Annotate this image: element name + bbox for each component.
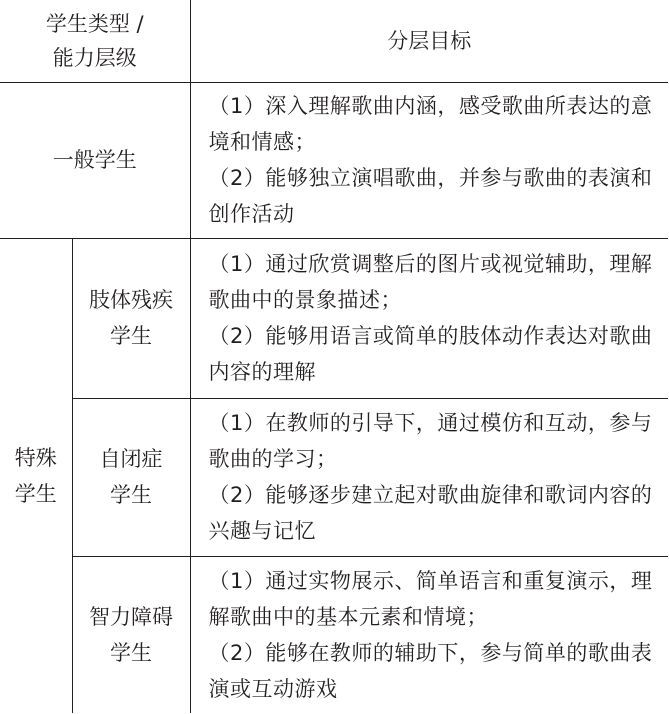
autism-goal-1: （1）在教师的引导下，通过模仿和互动，参与歌曲的学习； [208,411,653,471]
intellectual-disability-goal-1: （1）通过实物展示、简单语言和重复演示，理解歌曲中的基本元素和情境； [208,568,653,629]
autism-label [72,398,190,556]
physical-disability-label [72,238,190,398]
intellectual-disability-label-line1: 智力障碍 [89,604,173,629]
autism-goal-2: （2）能够逐步建立起对歌曲旋律和歌词内容的兴趣与记忆 [208,483,653,543]
autism-label-line1: 自闭症 [99,447,163,471]
physical-disability-label-line2: 学生 [110,324,152,348]
autism-label-line2: 学生 [110,483,152,507]
autism-row [0,398,668,556]
physical-disability-goal-1: （1）通过欣赏调整后的图片或视觉辅助，理解歌曲中的景象描述； [208,252,653,312]
general-student-row [0,82,668,238]
intellectual-disability-goal-2: （2）能够在教师的辅助下，参与简单的歌曲表演或互动游戏 [208,640,653,701]
general-goal-1: （1）深入理解歌曲内涵，感受歌曲所表达的意境和情感； [208,94,653,154]
special-student-label [0,238,72,713]
table-header-row [0,0,668,82]
general-student-goals [190,82,668,238]
header-student-type [0,0,190,82]
physical-disability-row [0,238,668,398]
header-student-type-line1: 学生类型 / [45,11,144,36]
header-goal: 分层目标 [190,0,668,82]
physical-disability-goal-2: （2）能够用语言或简单的肢体动作表达对歌曲内容的理解 [208,324,653,384]
general-goal-2: （2）能够独立演唱歌曲，并参与歌曲的表演和创作活动 [208,166,653,226]
intellectual-disability-row [0,556,668,713]
physical-disability-label-line1: 肢体残疾 [89,288,173,312]
header-student-type-line2: 能力层级 [52,45,137,70]
intellectual-disability-label [72,556,190,713]
intellectual-disability-label-line2: 学生 [110,640,152,665]
physical-disability-goals [190,238,668,398]
autism-goals [190,398,668,556]
special-student-label-line2: 学生 [14,481,57,506]
special-student-label-line1: 特殊 [14,445,57,470]
general-student-label: 一般学生 [0,82,190,238]
intellectual-disability-goals [190,556,668,713]
